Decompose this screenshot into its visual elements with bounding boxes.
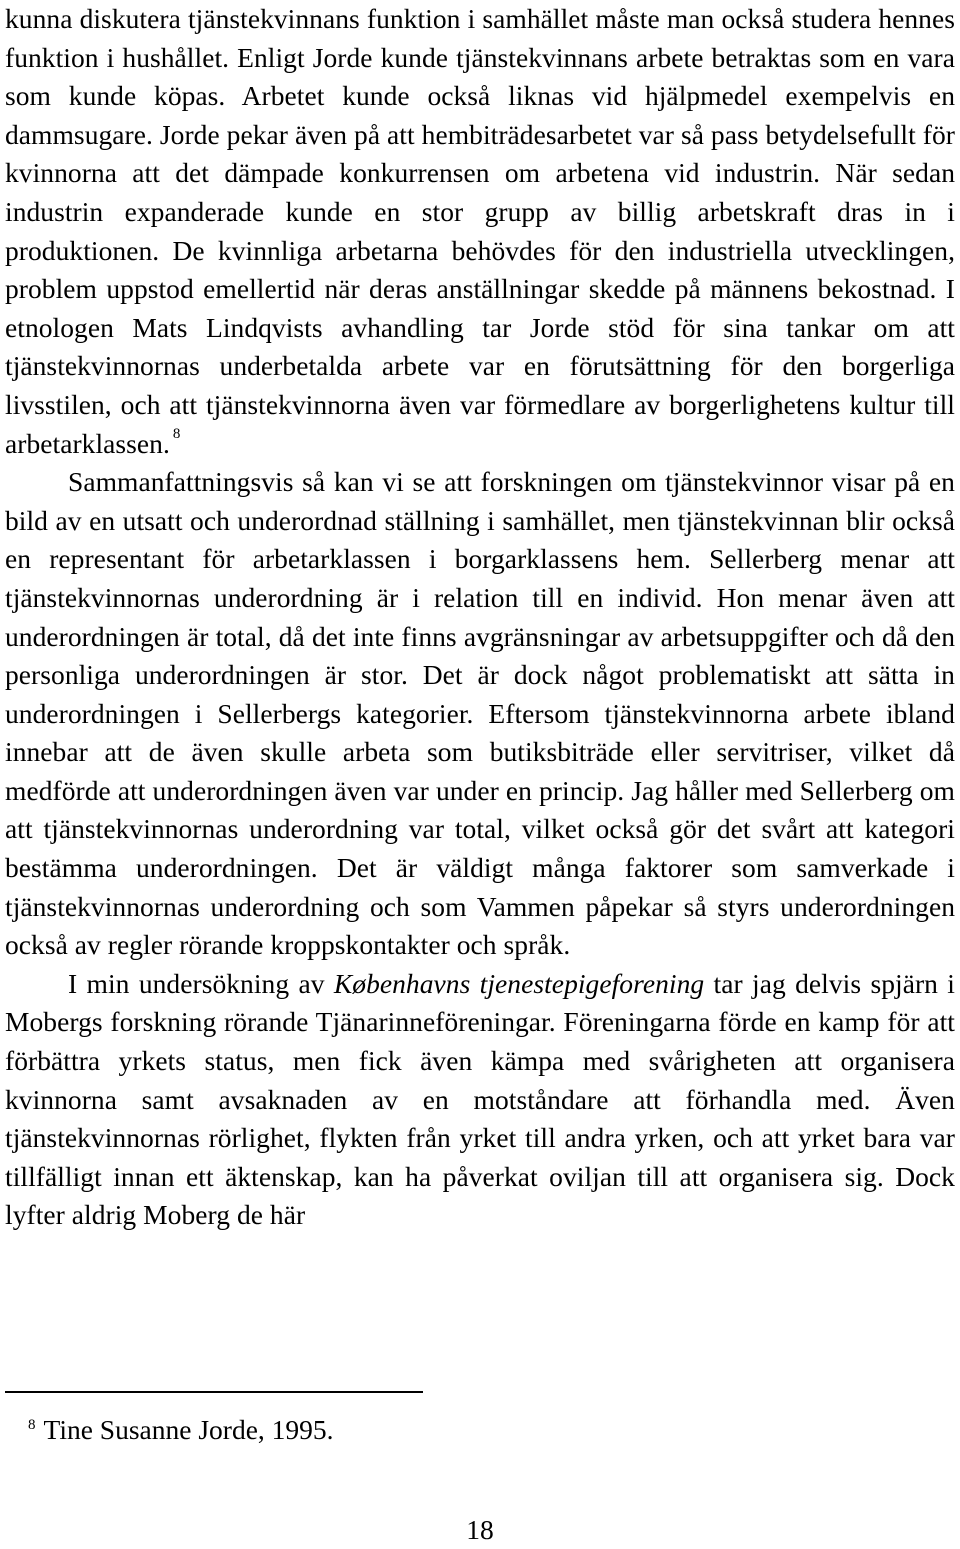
paragraph-3-text-after: tar jag delvis spjärn i Mobergs forskning rörande Tjänarinneföreningar. Föreningarna förde en kamp för att förbättra yrkets status, men fick även kämpa med svårigheten att organisera kvinnorna samt avsaknaden av en motståndare att förhandla med. Även tjänstekvinnornas rörlighet, flykten från yrket till andra yrken, och att yrket bara var tillfälligt innan ett äktenskap, kan ha påverkat oviljan till att organisera sig. Dock lyfter aldrig Moberg de här [5, 967, 955, 1231]
footnote [28, 1411, 334, 1454]
paragraph-3 [5, 965, 955, 1235]
paragraph-1 [5, 0, 955, 463]
paragraph-1-text: kunna diskutera tjänstekvinnans funktion i samhället måste man också studera hennes funktion i hushållet. Enligt Jorde kunde tjänstekvinnans arbete betraktas som en vara som kunde köpas. Arbetet kunde också liknas vid hjälpmedel exempelvis en dammsugare. Jorde pekar även på att hembiträdesarbetet var så pass betydelsefullt för kvinnorna att det dämpade konkurrensen om arbetena vid industrin. När sedan industrin expanderade kunde en stor grupp av billig arbetskraft dras in i produktionen. De kvinnliga arbetarna behövdes för den industriella utvecklingen, problem uppstod emellertid när deras anställningar skedde på männens bekostnad. I etnologen Mats Lindqvists avhandling tar Jorde stöd för sina tankar om att tjänstekvinnornas underbetalda arbete var en förutsättning för den borgerliga livsstilen, och att tjänstekvinnorna även var förmedlare av borgerlighetens kultur till arbetarklassen. [5, 3, 955, 459]
paragraph-2: Sammanfattningsvis så kan vi se att forskningen om tjänstekvinnor visar på en bild av en utsatt och underordnad ställning i samhället, men tjänstekvinnan blir också en representant för arbetarklassen i borgarklassens hem. Sellerberg menar att tjänstekvinnornas underordning är i relation till en individ. Hon menar även att underordningen är total, då det inte finns avgränsningar av arbetsuppgifter och då den personliga underordningen är stor. Det är dock något problematiskt att sätta in underordningen i Sellerbergs kategorier. Eftersom tjänstekvinnorna arbete ibland innebar att de även skulle arbeta som butiksbiträde eller servitriser, vilket då medförde att underordningen även var under en princip. Jag håller med Sellerberg om att tjänstekvinnornas underordning var total, vilket också gör det svårt att kategori bestämma underordningen. Det är väldigt många faktorer som samverkade i tjänstekvinnornas underordning och som Vammen påpekar så styrs underordningen också av regler rörande kroppskontakter och språk. [5, 466, 955, 961]
paragraph-3-text-before: I min undersökning av [68, 967, 334, 999]
footnote-reference: 8 [172, 426, 181, 443]
footnote-text: Tine Susanne Jorde, 1995. [43, 1414, 334, 1445]
page-number: 18 [466, 1514, 494, 1545]
italic-title: Københavns tjenestepigeforening [333, 967, 705, 999]
body-text [5, 0, 955, 1235]
footnote-number: 8 [28, 1417, 36, 1433]
document-page [5, 0, 955, 1549]
footnote-divider [5, 1391, 423, 1393]
